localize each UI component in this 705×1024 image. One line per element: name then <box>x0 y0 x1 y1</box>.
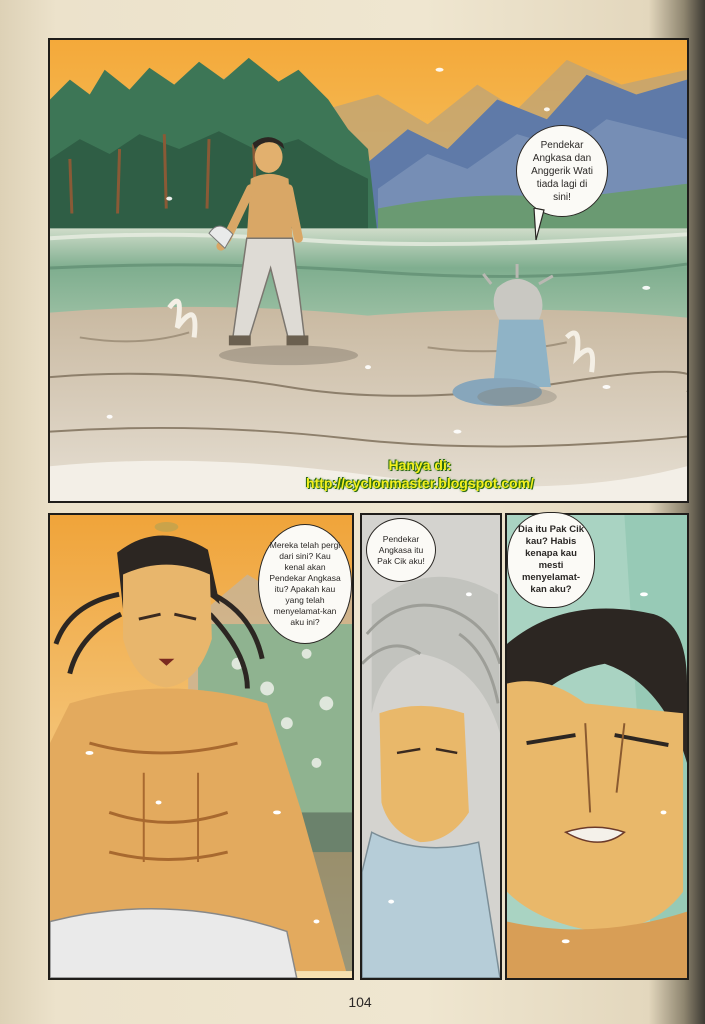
panel-white-haired-youth <box>360 513 502 980</box>
speech-text-panel1: Pendekar Angkasa dan Anggerik Wati tiada lagi di sini! <box>531 139 593 203</box>
speech-bubble-white-haired-youth <box>366 518 436 582</box>
speech-text-bald-warrior: Mereka telah pergi dari sini? Kau kenal akan Pendekar Angkasa itu? Apakah kau yang telah menyelamat-kan aku ini? <box>269 540 341 627</box>
speech-text-white-haired-youth: Pendekar Angkasa itu Pak Cik aku! <box>377 533 425 566</box>
speech-bubble-bald-warrior <box>258 524 352 644</box>
panel-riverbank <box>48 38 689 503</box>
watermark-url: http://cyclonmaster.blogspot.com/ <box>306 475 534 491</box>
speech-tail-panel1 <box>530 208 550 242</box>
speech-text-angry-warrior: Dia itu Pak Cik kau? Habis kenapa kau mesti menyelamat-kan aku? <box>518 524 584 595</box>
site-watermark <box>250 456 590 492</box>
speech-bubble-angry-warrior <box>507 512 595 608</box>
white-haired-youth-artwork <box>362 515 500 978</box>
riverbank-artwork <box>50 40 687 501</box>
page-number: 104 <box>348 994 372 1010</box>
watermark-line1: Hanya di: <box>388 457 452 473</box>
speech-bubble-panel1 <box>516 125 608 217</box>
